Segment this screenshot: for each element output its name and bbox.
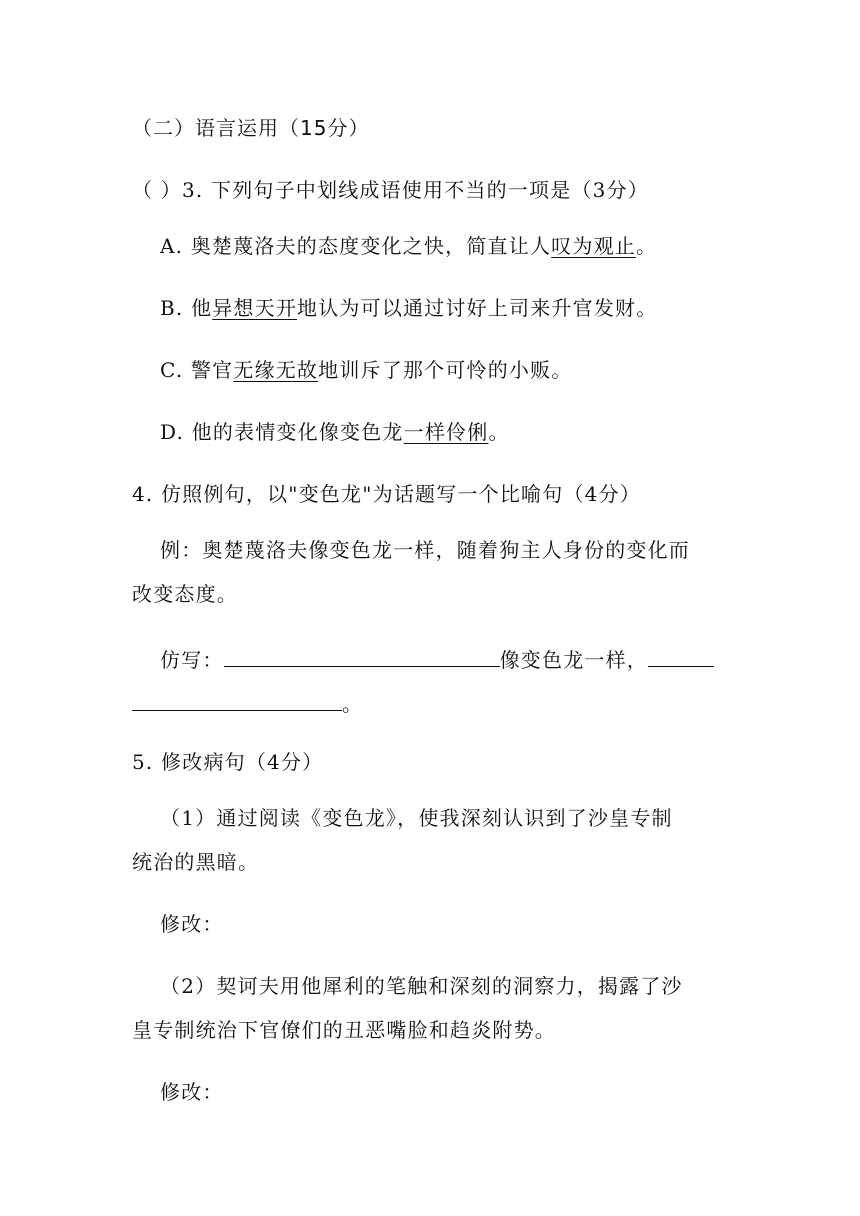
question-5-item2-line1: （2）契诃夫用他犀利的笔触和深刻的洞察力，揭露了沙 (160, 974, 683, 998)
imitate-end: 。 (342, 692, 364, 716)
question-5-stem: 5. 修改病句（4分） (132, 750, 324, 774)
imitate-label: 仿写： (160, 648, 224, 672)
option-c-pre: C. 警官 (160, 358, 234, 382)
question-4-imitate-continued (132, 688, 363, 718)
question-5-item2-line2: 皇专制统治下官僚们的丑恶嘴脸和趋炎附势。 (132, 1018, 556, 1042)
imitate-blank-1[interactable] (224, 644, 500, 667)
option-d-pre: D. 他的表情变化像变色龙 (160, 420, 404, 444)
option-a-pre: A. 奥楚蔑洛夫的态度变化之快，简直让人 (160, 234, 552, 258)
revise-label-1: 修改： (160, 912, 224, 936)
imitate-mid: 像变色龙一样， (499, 648, 649, 672)
option-c-post: 地训斥了那个可怜的小贩。 (318, 358, 573, 382)
question-4-imitate (160, 644, 714, 674)
option-b-post: 地认为可以通过讨好上司来升官发财。 (297, 296, 658, 320)
option-d-idiom: 一样伶俐 (403, 420, 489, 444)
option-c (160, 356, 573, 384)
option-a (160, 232, 657, 260)
option-b-idiom: 异想天开 (212, 296, 298, 320)
imitate-blank-2[interactable] (648, 644, 714, 667)
question-5-item1-line1: （1）通过阅读《变色龙》，使我深刻认识到了沙皇专制 (160, 806, 673, 830)
option-d-post: 。 (488, 420, 510, 444)
section-heading: （二）语言运用（15分） (132, 116, 370, 140)
question-3-stem: （ ）3. 下列句子中划线成语使用不当的一项是（3分） (132, 178, 649, 202)
revise-label-2: 修改： (160, 1080, 224, 1104)
option-c-idiom: 无缘无故 (233, 358, 319, 382)
option-d (160, 418, 510, 446)
question-5-item1-line2: 统治的黑暗。 (132, 850, 260, 874)
option-a-idiom: 叹为观止 (551, 234, 636, 258)
option-b-pre: B. 他 (160, 296, 213, 320)
option-a-post: 。 (635, 234, 658, 258)
question-4-example-line2: 改变态度。 (132, 582, 238, 606)
imitate-blank-3[interactable] (132, 688, 342, 711)
option-b (160, 294, 657, 322)
question-4-example-line1: 例：奥楚蔑洛夫像变色龙一样，随着狗主人身份的变化而 (160, 538, 690, 562)
question-4-stem: 4. 仿照例句，以"变色龙"为话题写一个比喻句（4分） (132, 482, 641, 506)
